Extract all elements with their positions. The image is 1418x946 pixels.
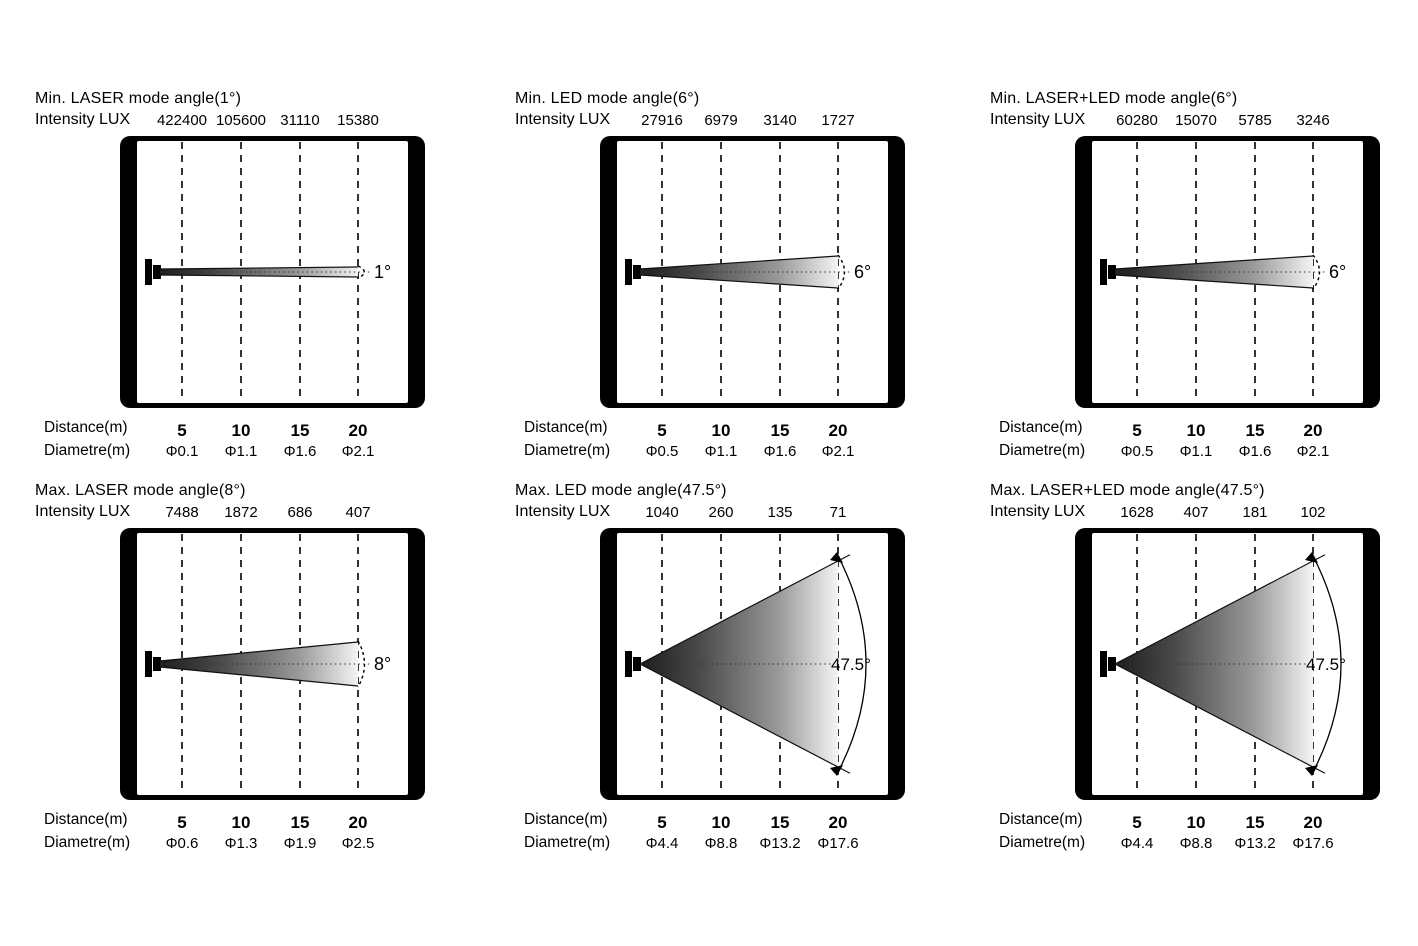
intensity-row — [515, 111, 985, 131]
diametre-value: Φ13.2 — [1234, 835, 1276, 852]
panel-title: Min. LASER mode angle(1°) — [35, 90, 242, 107]
panel-min-laser-led — [990, 90, 1418, 472]
beam-angle-label: 47.5° — [1306, 655, 1346, 674]
diametre-value: Φ8.8 — [1179, 835, 1213, 852]
beam-angle-label: 8° — [374, 654, 392, 674]
diametre-value: Φ1.1 — [224, 443, 258, 460]
intensity-value: 5785 — [1238, 112, 1272, 129]
diametre-value: Φ2.1 — [1296, 443, 1330, 460]
diametre-value: Φ4.4 — [1120, 835, 1154, 852]
distance-value: 10 — [231, 813, 251, 832]
diametre-label: Diametre(m) — [999, 442, 1086, 459]
intensity-value: 105600 — [215, 112, 267, 129]
intensity-value: 135 — [767, 504, 793, 521]
diametre-label: Diametre(m) — [44, 834, 131, 851]
beam-angle-label: 47.5° — [831, 655, 871, 674]
distance-value: 15 — [1245, 421, 1265, 440]
distance-value: 20 — [828, 421, 848, 440]
intensity-value: 102 — [1300, 504, 1326, 521]
intensity-value: 686 — [287, 504, 313, 521]
diametre-value: Φ1.3 — [224, 835, 258, 852]
distance-value: 20 — [348, 813, 368, 832]
distance-value: 5 — [177, 813, 187, 832]
distance-value: 5 — [1132, 421, 1142, 440]
distance-row — [515, 811, 985, 831]
intensity-label: Intensity LUX — [990, 503, 1086, 520]
intensity-label: Intensity LUX — [515, 111, 611, 128]
beam-diagram — [35, 528, 505, 800]
distance-row — [35, 811, 505, 831]
diametre-value: Φ8.8 — [704, 835, 738, 852]
intensity-value: 7488 — [165, 504, 199, 521]
diametre-value: Φ1.9 — [283, 835, 317, 852]
distance-label: Distance(m) — [999, 419, 1083, 436]
distance-value: 5 — [1132, 813, 1142, 832]
diametre-value: Φ0.5 — [1120, 443, 1154, 460]
intensity-value: 181 — [1242, 504, 1268, 521]
panel-title: Max. LASER mode angle(8°) — [35, 482, 246, 499]
intensity-label: Intensity LUX — [990, 111, 1086, 128]
intensity-label: Intensity LUX — [35, 503, 131, 520]
diametre-value: Φ0.5 — [645, 443, 679, 460]
distance-value: 10 — [711, 421, 731, 440]
diametre-value: Φ2.1 — [341, 443, 375, 460]
intensity-value: 422400 — [156, 112, 208, 129]
diametre-row — [35, 442, 505, 462]
beam-angle-label: 6° — [854, 262, 872, 282]
intensity-value: 1628 — [1120, 504, 1154, 521]
distance-label: Distance(m) — [524, 419, 608, 436]
intensity-row — [990, 111, 1418, 131]
panel-min-laser — [35, 90, 505, 472]
intensity-value: 1040 — [645, 504, 679, 521]
beam-angle-label: 6° — [1329, 262, 1347, 282]
distance-value: 15 — [770, 813, 790, 832]
diametre-value: Φ1.6 — [1238, 443, 1272, 460]
intensity-label: Intensity LUX — [515, 503, 611, 520]
beam-diagram — [990, 136, 1418, 408]
intensity-value: 15070 — [1175, 112, 1217, 129]
intensity-row — [990, 503, 1418, 523]
diametre-value: Φ17.6 — [1292, 835, 1334, 852]
distance-row — [35, 419, 505, 439]
diametre-value: Φ2.1 — [821, 443, 855, 460]
diametre-value: Φ1.6 — [763, 443, 797, 460]
intensity-value: 27916 — [641, 112, 683, 129]
intensity-value: 407 — [345, 504, 371, 521]
intensity-value: 60280 — [1116, 112, 1158, 129]
distance-row — [515, 419, 985, 439]
intensity-row — [515, 503, 985, 523]
distance-value: 5 — [657, 421, 667, 440]
intensity-value: 71 — [829, 504, 847, 521]
distance-value: 15 — [770, 421, 790, 440]
distance-label: Distance(m) — [44, 811, 128, 828]
diametre-row — [35, 834, 505, 854]
diametre-row — [990, 442, 1418, 462]
intensity-row — [35, 111, 505, 131]
panel-title: Min. LED mode angle(6°) — [515, 90, 700, 107]
intensity-value: 1727 — [821, 112, 855, 129]
panel-title: Max. LASER+LED mode angle(47.5°) — [990, 482, 1265, 499]
intensity-row — [35, 503, 505, 523]
distance-value: 20 — [1303, 813, 1323, 832]
diametre-value: Φ1.1 — [704, 443, 738, 460]
distance-value: 5 — [177, 421, 187, 440]
diametre-value: Φ1.1 — [1179, 443, 1213, 460]
distance-row — [990, 419, 1418, 439]
panel-max-laser — [35, 482, 505, 864]
beam-diagram — [515, 136, 985, 408]
intensity-value: 260 — [708, 504, 734, 521]
beam-diagram — [515, 528, 985, 800]
distance-label: Distance(m) — [524, 811, 608, 828]
distance-value: 10 — [1186, 813, 1206, 832]
panel-title: Min. LASER+LED mode angle(6°) — [990, 90, 1238, 107]
panel-max-led — [515, 482, 985, 864]
intensity-value: 1872 — [224, 504, 258, 521]
distance-value: 10 — [231, 421, 251, 440]
diametre-label: Diametre(m) — [999, 834, 1086, 851]
distance-value: 5 — [657, 813, 667, 832]
distance-value: 15 — [290, 421, 310, 440]
intensity-value: 407 — [1183, 504, 1209, 521]
panel-title: Max. LED mode angle(47.5°) — [515, 482, 727, 499]
intensity-value: 3140 — [763, 112, 797, 129]
distance-value: 20 — [348, 421, 368, 440]
distance-value: 15 — [1245, 813, 1265, 832]
diametre-label: Diametre(m) — [524, 442, 611, 459]
distance-row — [990, 811, 1418, 831]
distance-value: 10 — [711, 813, 731, 832]
diametre-label: Diametre(m) — [524, 834, 611, 851]
diametre-value: Φ2.5 — [341, 835, 375, 852]
intensity-label: Intensity LUX — [35, 111, 131, 128]
distance-value: 20 — [828, 813, 848, 832]
intensity-value: 15380 — [337, 112, 379, 129]
distance-value: 15 — [290, 813, 310, 832]
distance-label: Distance(m) — [44, 419, 128, 436]
beam-diagram — [990, 528, 1418, 800]
panel-max-laser-led — [990, 482, 1418, 864]
diametre-value: Φ0.1 — [165, 443, 199, 460]
distance-label: Distance(m) — [999, 811, 1083, 828]
intensity-value: 6979 — [704, 112, 738, 129]
intensity-value: 31110 — [280, 112, 320, 129]
diametre-value: Φ0.6 — [165, 835, 199, 852]
diametre-value: Φ4.4 — [645, 835, 679, 852]
distance-value: 10 — [1186, 421, 1206, 440]
intensity-value: 3246 — [1296, 112, 1330, 129]
diametre-row — [990, 834, 1418, 854]
diametre-value: Φ17.6 — [817, 835, 859, 852]
beam-angle-label: 1° — [374, 262, 392, 282]
diametre-row — [515, 442, 985, 462]
diametre-value: Φ13.2 — [759, 835, 801, 852]
diametre-row — [515, 834, 985, 854]
panel-min-led — [515, 90, 985, 472]
diametre-value: Φ1.6 — [283, 443, 317, 460]
distance-value: 20 — [1303, 421, 1323, 440]
beam-diagram — [35, 136, 505, 408]
diametre-label: Diametre(m) — [44, 442, 131, 459]
